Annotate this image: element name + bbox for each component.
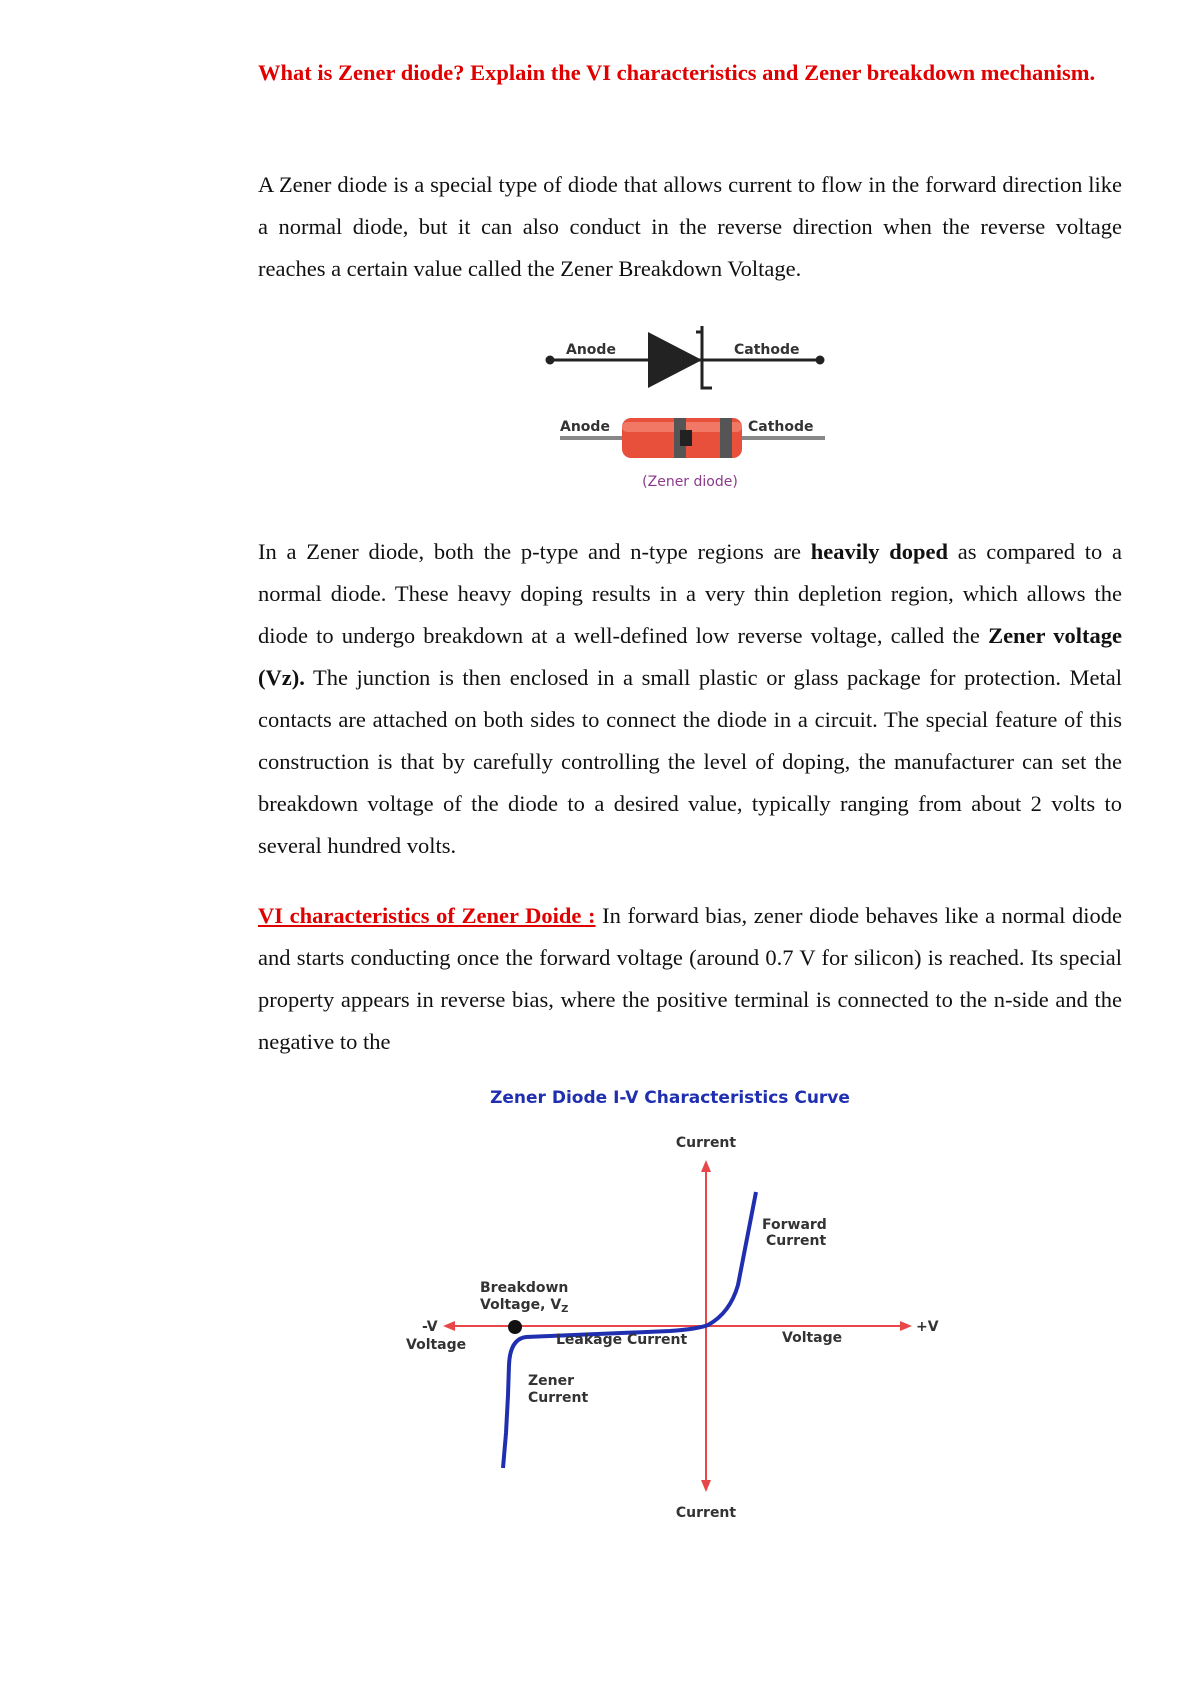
zener-current-label-1: Zener	[528, 1373, 575, 1389]
intro-paragraph: A Zener diode is a special type of diode that allows current to flow in the forward direction like a normal diode, but it can also conduct in the reverse direction when the reverse voltage reaches a certain value called the Zener Breakdown Voltage.	[258, 172, 1122, 281]
breakdown-label-2	[480, 1297, 568, 1315]
x-right-label: +V	[916, 1319, 939, 1335]
x-axis-right-arrow	[900, 1321, 912, 1331]
diode-triangle	[648, 332, 702, 388]
p2-text-1: In a Zener diode, both the p-type and n-type regions are	[258, 539, 811, 564]
y-bottom-label: Current	[675, 1505, 737, 1521]
diode-body	[560, 418, 825, 490]
vi-characteristics-label: VI characteristics of Zener Doide :	[258, 903, 596, 928]
zener-voltage-bold: Zener voltage (Vz).	[258, 623, 1123, 690]
breakdown-label-subscript: Z	[561, 1304, 569, 1315]
x-left-label: -V	[422, 1319, 438, 1335]
chart-title: Zener Diode I-V Characteristics Curve	[490, 1088, 850, 1108]
x-voltage-label: Voltage	[782, 1330, 843, 1346]
x-axis-left-arrow	[443, 1321, 455, 1331]
p2-text-3: The junction is then enclosed in a small plastic or glass package for protection. Metal contacts are attached on both sides to connect the diode in a circuit. The special feature of this construction is that by carefully controlling the level of doping, the manufacturer can set the breakdown voltage of the diode to a desired value, typically ranging from about 2 volts to several hundred volts.	[258, 665, 1122, 858]
construction-paragraph	[258, 531, 1122, 867]
zener-current-label-2: Current	[528, 1390, 589, 1406]
y-axis-up-arrow	[701, 1160, 711, 1172]
zener-diode-figure	[530, 318, 850, 508]
anode-terminal-dot	[546, 356, 555, 365]
x-left-voltage-label: Voltage	[406, 1337, 467, 1353]
junction-chip	[680, 430, 692, 446]
y-top-label: Current	[675, 1135, 737, 1151]
heavily-doped-bold: heavily doped	[810, 539, 949, 564]
body-cathode-label: Cathode	[748, 419, 814, 435]
leakage-current-label: Leakage Current	[556, 1332, 688, 1348]
cathode-terminal-dot	[816, 356, 825, 365]
body-anode-label: Anode	[560, 419, 610, 435]
forward-current-label-2: Current	[766, 1233, 827, 1249]
iv-curve	[503, 1192, 756, 1468]
y-axis-down-arrow	[701, 1480, 711, 1492]
forward-current-label-1: Forward	[762, 1217, 827, 1233]
body-band-right	[720, 418, 732, 458]
symbol-anode-label: Anode	[566, 342, 616, 358]
p2-text-2: as compared to a normal diode. These heavy doping results in a very thin depletion region, which allows the diode to undergo breakdown at a well-defined low reverse voltage, called the	[258, 539, 1123, 648]
symbol-cathode-label: Cathode	[734, 342, 800, 358]
breakdown-label-2-main: Voltage, V	[480, 1297, 562, 1313]
zener-diode-caption: (Zener diode)	[642, 474, 738, 490]
vi-characteristics-paragraph	[258, 895, 1122, 1063]
question-heading: What is Zener diode? Explain the VI characteristics and Zener breakdown mechanism.	[258, 60, 1096, 85]
iv-characteristics-chart	[406, 1085, 950, 1530]
vi-characteristics-text: In forward bias, zener diode behaves like a normal diode and starts conducting once the forward voltage (around 0.7 V for silicon) is reached. Its special property appears in reverse bias, where the positive terminal is connected to the n-side and the negative to the	[258, 903, 1122, 1054]
breakdown-point-marker	[508, 1320, 522, 1334]
diode-symbol	[546, 326, 825, 388]
breakdown-label-1: Breakdown	[480, 1280, 569, 1296]
